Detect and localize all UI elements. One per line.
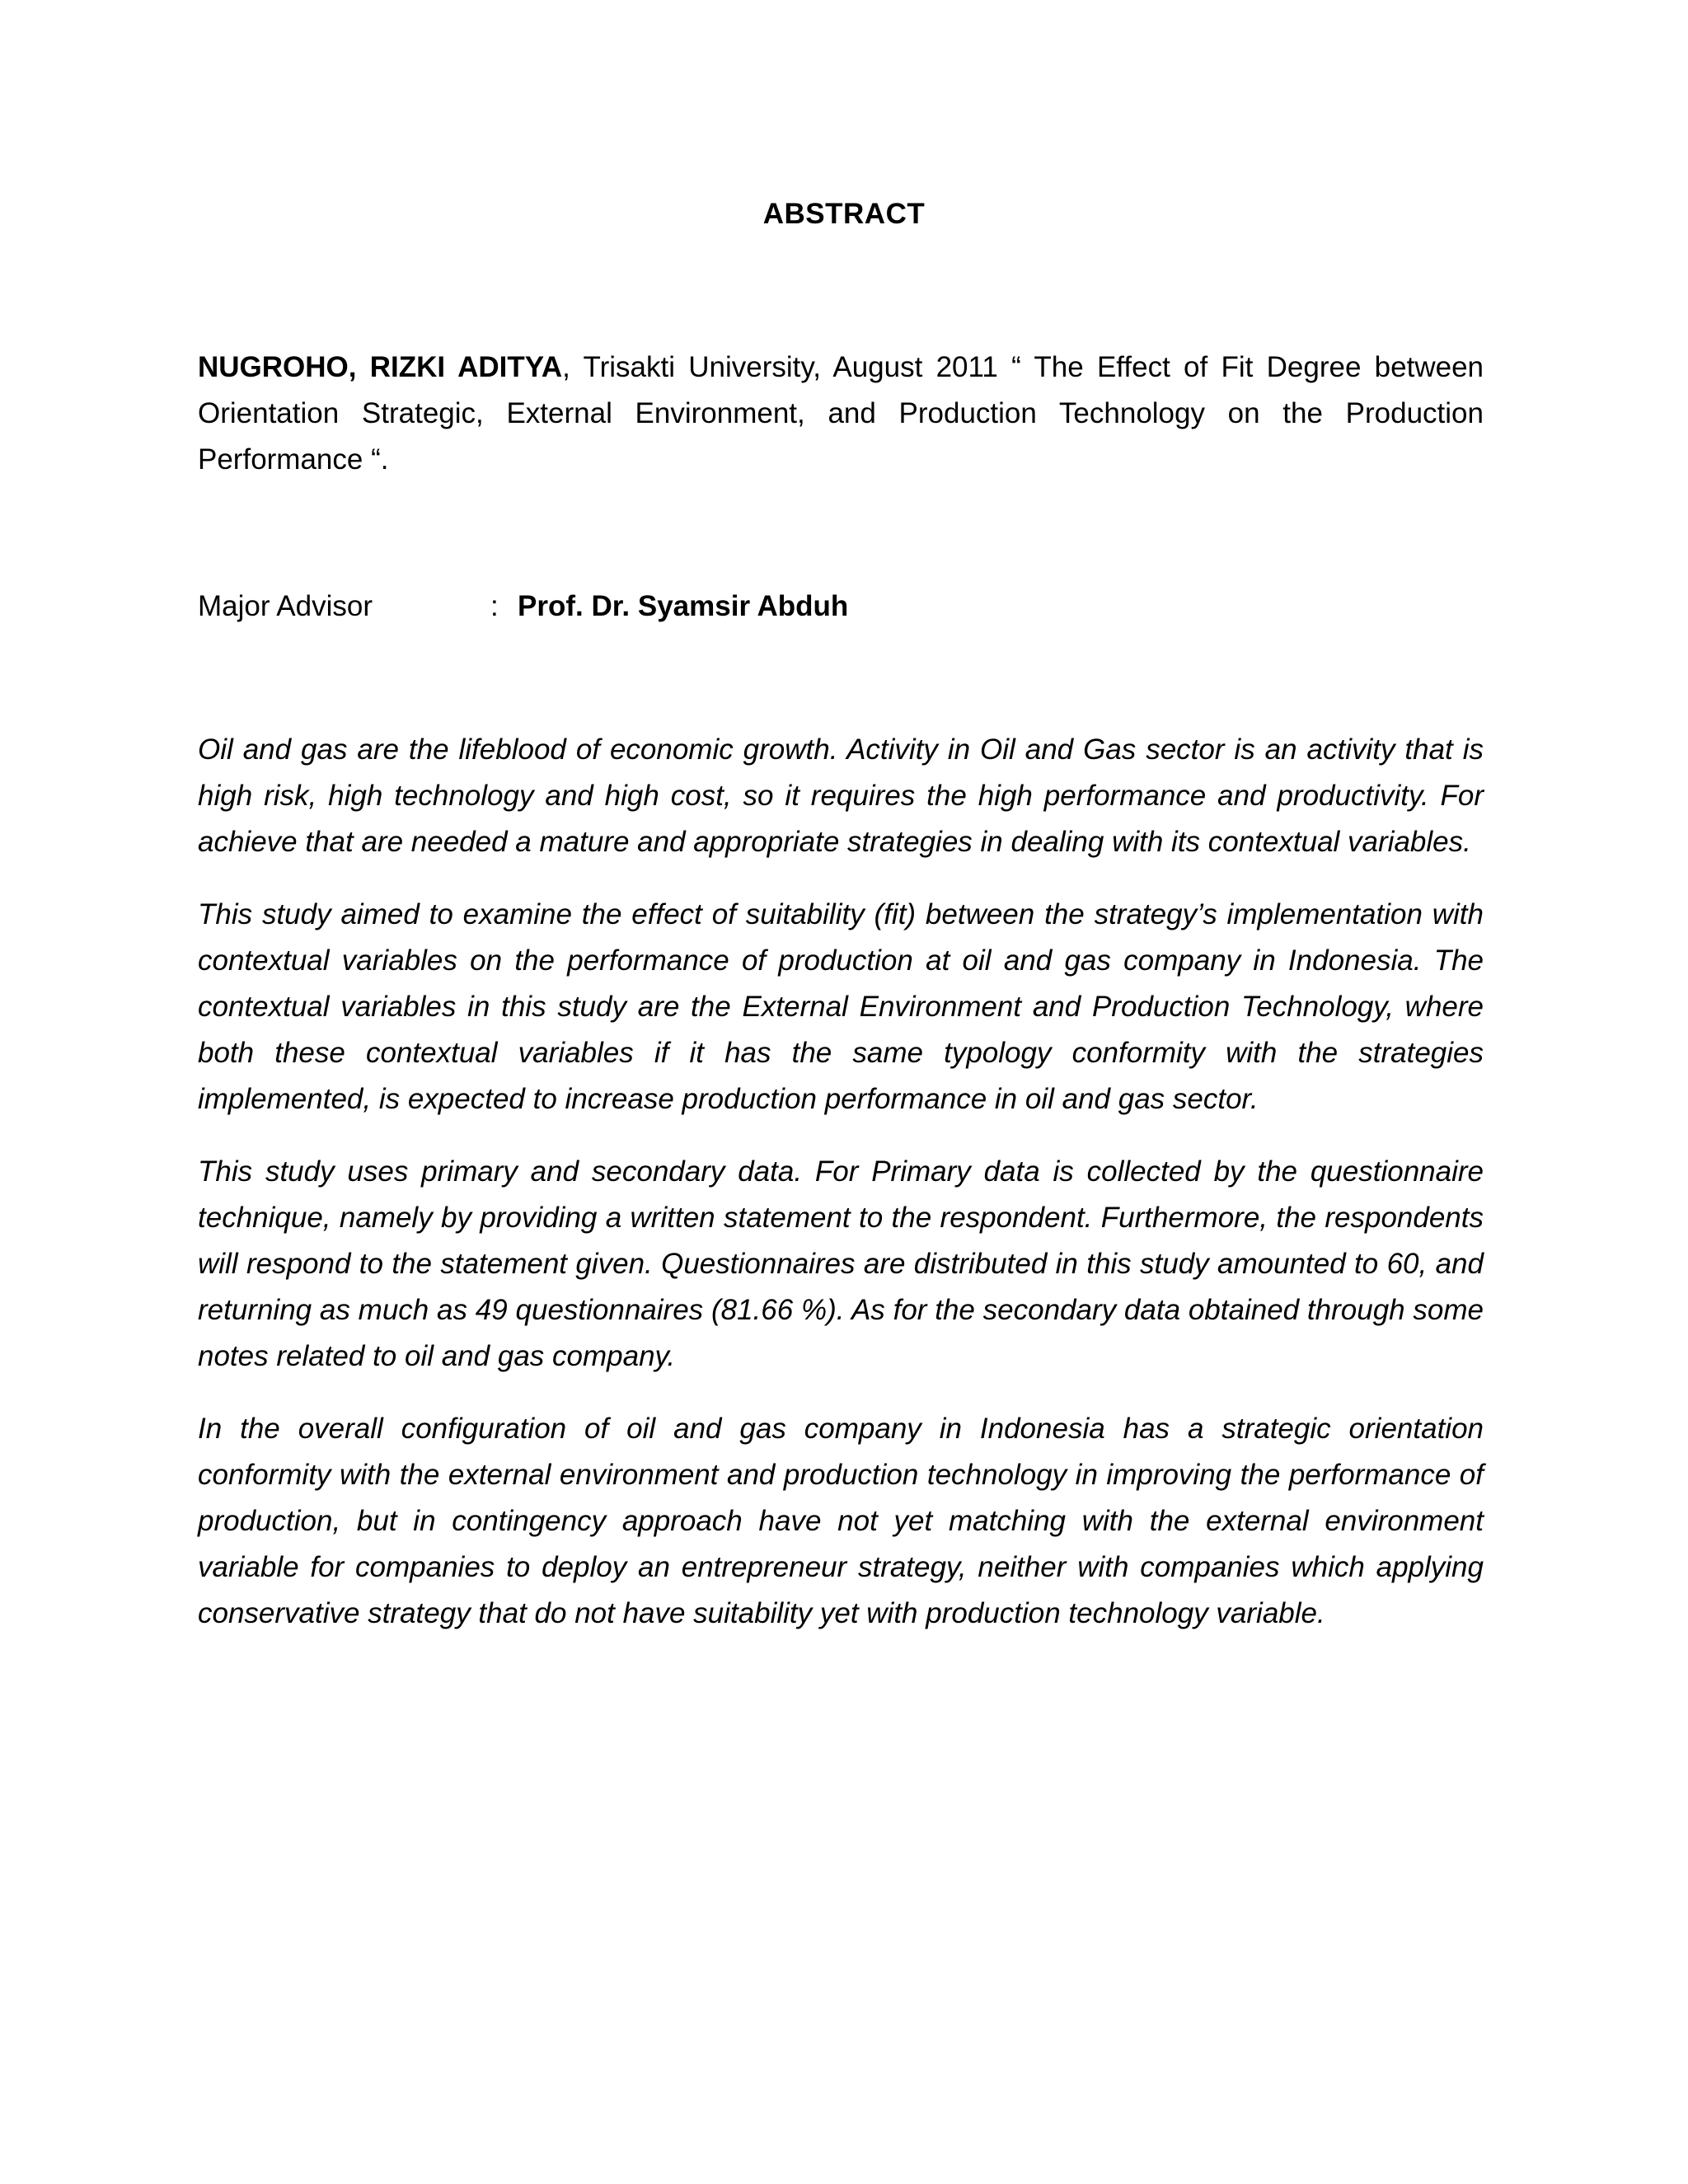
advisor-separator: :: [490, 590, 499, 622]
advisor-line: [198, 583, 1484, 630]
page-title: ABSTRACT: [762, 198, 926, 230]
abstract-paragraph: In the overall configuration of oil and gas company in Indonesia has a strategic orientation conformity with the external environment and production technology in improving the performance of production, but in contingency approach have not yet matching with the external environment variable for companies to deploy an entrepreneur strategy, neither with companies which applying conservative strategy that do not have suitability yet with production technology variable.: [198, 1413, 1484, 1629]
abstract-body: [198, 727, 1484, 1663]
advisor-label: Major Advisor: [198, 590, 373, 622]
citation-author: NUGROHO, RIZKI ADITYA: [198, 351, 563, 383]
citation-details: , Trisakti University, August 2011 “ The Effect of Fit Degree between Orientation Strategic, External Environment, and Production Technology on the Production Performance “.: [198, 351, 1484, 476]
advisor-name: Prof. Dr. Syamsir Abduh: [518, 590, 849, 622]
abstract-paragraph: This study aimed to examine the effect of suitability (fit) between the strategy’s implementation with contextual variables on the performance of production at oil and gas company in Indonesia. The contextual variables in this study are the External Environment and Production Technology, where both these contextual variables if it has the same typology conformity with the strategies implemented, is expected to increase production performance in oil and gas sector.: [198, 898, 1484, 1115]
citation: [198, 344, 1484, 483]
abstract-paragraph: Oil and gas are the lifeblood of economic growth. Activity in Oil and Gas sector is an activity that is high risk, high technology and high cost, so it requires the high performance and productivity. For achieve that are needed a mature and appropriate strategies in dealing with its contextual variables.: [198, 733, 1484, 858]
abstract-paragraph: This study uses primary and secondary data. For Primary data is collected by the questionnaire technique, namely by providing a written statement to the respondent. Furthermore, the respondents will respond to the statement given. Questionnaires are distributed in this study amounted to 60, and returning as much as 49 questionnaires (81.66 %). As for the secondary data obtained through some notes related to oil and gas company.: [198, 1155, 1484, 1372]
